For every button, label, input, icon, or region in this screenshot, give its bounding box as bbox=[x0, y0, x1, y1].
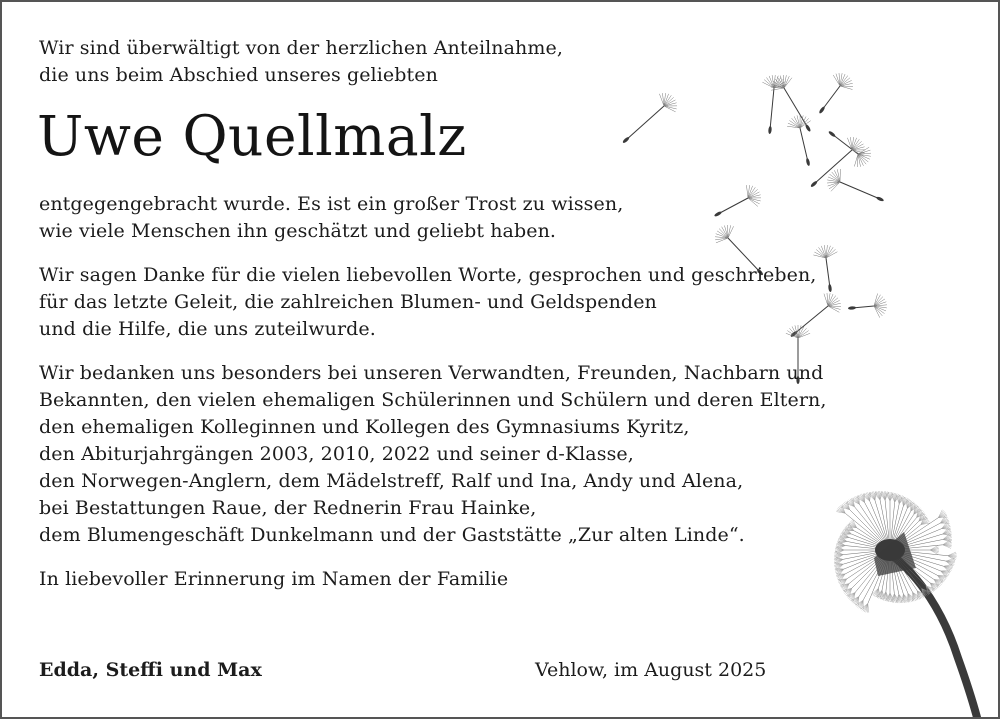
intro-line: Wir sind überwältigt von der herzlichen Anteilnahme, bbox=[39, 37, 563, 59]
paragraph-1 bbox=[39, 191, 869, 245]
text-line: Wir bedanken uns besonders bei unseren Verwandten, Freunden, Nachbarn und bbox=[39, 362, 824, 384]
closing-line: In liebevoller Erinnerung im Namen der Familie bbox=[39, 568, 509, 590]
obituary-text bbox=[39, 35, 869, 593]
text-line: den Abiturjahrgängen 2003, 2010, 2022 und seiner d-Klasse, bbox=[39, 443, 634, 465]
text-line: für das letzte Geleit, die zahlreichen Blumen- und Geldspenden bbox=[39, 291, 657, 313]
text-line: Wir sagen Danke für die vielen liebevollen Worte, gesprochen und geschrieben, bbox=[39, 264, 817, 286]
paragraph-3 bbox=[39, 360, 869, 549]
place-date: Vehlow, im August 2025 bbox=[535, 659, 767, 681]
text-line: bei Bestattungen Raue, der Rednerin Frau Hainke, bbox=[39, 497, 537, 519]
text-line: dem Blumengeschäft Dunkelmann und der Gaststätte „Zur alten Linde“. bbox=[39, 524, 745, 546]
signatures: Edda, Steffi und Max bbox=[39, 659, 262, 681]
deceased-name: Uwe Quellmalz bbox=[37, 104, 467, 168]
text-line: entgegengebracht wurde. Es ist ein großer Trost zu wissen, bbox=[39, 193, 624, 215]
paragraph-2 bbox=[39, 262, 869, 343]
text-line: den Norwegen-Anglern, dem Mädelstreff, Ralf und Ina, Andy und Alena, bbox=[39, 470, 744, 492]
text-line: den ehemaligen Kolleginnen und Kollegen des Gymnasiums Kyritz, bbox=[39, 416, 690, 438]
text-line: Bekannten, den vielen ehemaligen Schülerinnen und Schülern und deren Eltern, bbox=[39, 389, 827, 411]
text-line: und die Hilfe, die uns zuteilwurde. bbox=[39, 318, 376, 340]
intro-line: die uns beim Abschied unseres geliebten bbox=[39, 64, 438, 86]
intro-paragraph bbox=[39, 35, 869, 89]
text-line: wie viele Menschen ihn geschätzt und geliebt haben. bbox=[39, 220, 557, 242]
